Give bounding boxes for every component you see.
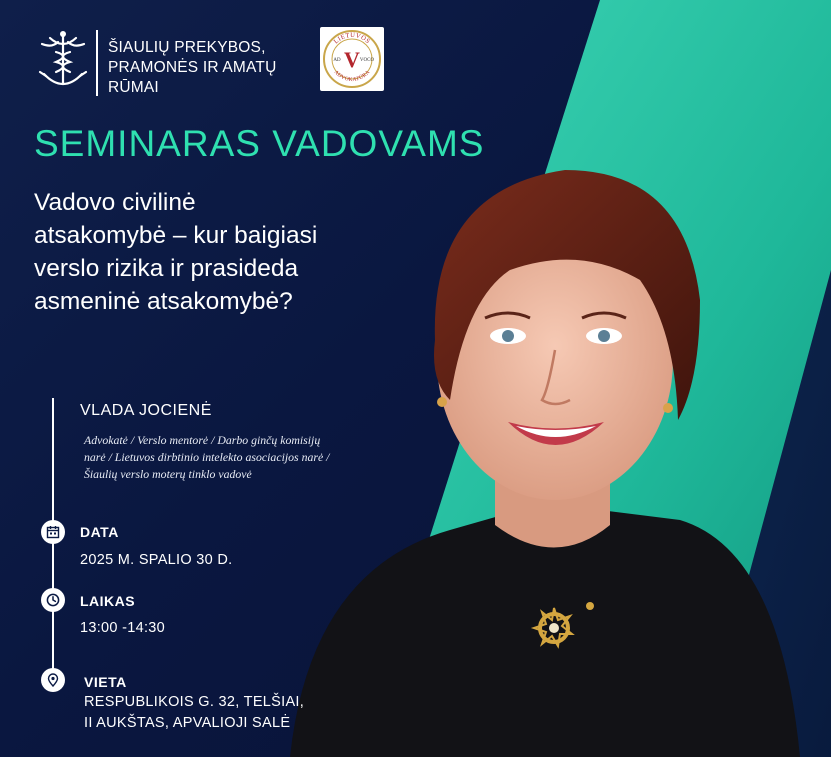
date-label: DATA [80,524,119,540]
logo-divider [96,30,98,96]
date-value: 2025 M. SPALIO 30 D. [80,552,233,568]
chamber-name-line: PRAMONĖS IR AMATŲ [108,59,277,76]
venue-label: VIETA [84,674,127,690]
event-type-title: SEMINARAS VADOVAMS [34,123,485,164]
speaker-role-line: narė / Lietuvos dirbtinio intelekto asociacijos narė / [84,450,330,464]
clock-icon [41,588,65,612]
map-pin-icon [41,668,65,692]
advokatura-badge [320,27,384,91]
headline-line: verslo rizika ir prasideda [34,255,299,282]
calendar-icon [41,520,65,544]
svg-text:LIETUVOS: LIETUVOS [332,31,372,46]
speaker-role-line: Advokatė / Verslo mentorė / Darbo ginčų komisijų [84,433,321,447]
speaker-roles [84,432,404,483]
venue-value-line: RESPUBLIKOIS G. 32, TELŠIAI, [84,694,305,710]
svg-text:V: V [344,47,360,72]
time-label: LAIKAS [80,593,136,609]
svg-text:VOCO: VOCO [359,58,375,63]
headline-line: Vadovo civilinė [34,189,196,216]
chamber-anchor-logo [28,28,98,98]
speaker-role-line: Šiaulių verslo moterų tinklo vadovė [84,467,252,481]
svg-text:AD: AD [333,58,341,63]
chamber-name [108,38,276,98]
chamber-name-line: ŠIAULIŲ PREKYBOS, [108,39,266,56]
headline-line: asmeninė atsakomybė? [34,288,293,315]
speaker-name: VLADA JOCIENĖ [80,402,212,419]
venue-value-line: II AUKŠTAS, APVALIOJI SALĖ [84,715,291,731]
headline-line: atsakomybė – kur baigiasi [34,222,318,249]
svg-text:ADVOKATŪRA: ADVOKATŪRA [332,69,372,84]
chamber-name-line: RŪMAI [108,79,159,96]
time-value: 13:00 -14:30 [80,620,166,636]
advokatura-seal-icon [320,27,384,91]
